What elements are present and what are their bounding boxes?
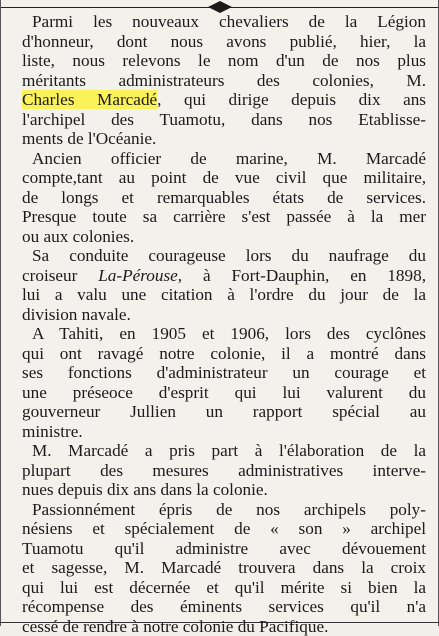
text-line: une préseoce d'esprit qui lui valurent du xyxy=(22,383,426,403)
text-run: , à Fort-Dauphin, en 1898, xyxy=(178,266,426,285)
text-line: gouverneur Jullien un rapport spécial au xyxy=(22,402,426,422)
highlighted-name: Charles Marcadé xyxy=(22,90,157,109)
text-line: récompense des éminents services qu'il n'a xyxy=(22,597,426,617)
text-line: division navale. xyxy=(22,305,426,325)
text-line: cessé de rendre à notre colonie du Pacifique. xyxy=(22,617,426,636)
text-line xyxy=(22,90,426,110)
text-line: de longs et remarquables états de services. xyxy=(22,188,426,208)
text-line: d'honneur, dont nous avons publié, hier, la xyxy=(22,32,426,52)
text-line: M. Marcadé a pris part à l'élaboration de la xyxy=(22,441,426,461)
text-line: A Tahiti, en 1905 et 1906, lors des cyclônes xyxy=(22,324,426,344)
article-paragraph xyxy=(22,500,426,636)
text-line: ou aux colonies. xyxy=(22,227,426,247)
text-line: compte,tant au point de vue civil que militaire, xyxy=(22,168,426,188)
ship-name: La-Pérouse xyxy=(98,266,178,285)
text-line: nésiens et spécialement de « son » archipel xyxy=(22,519,426,539)
text-line: ses fonctions d'administrateur un courage et xyxy=(22,363,426,383)
text-line: Parmi les nouveaux chevaliers de la Légion xyxy=(22,12,426,32)
left-border xyxy=(0,0,1,626)
text-line: plupart des mesures administratives interve- xyxy=(22,461,426,481)
text-run: , qui dirige depuis dix ans xyxy=(157,90,426,109)
article-paragraph xyxy=(22,324,426,441)
text-run: croiseur xyxy=(22,266,98,285)
text-line: qui ont ravagé notre colonie, il a montré dans xyxy=(22,344,426,364)
text-line: ministre. xyxy=(22,422,426,442)
article-paragraph xyxy=(22,12,426,149)
text-line: Ancien officier de marine, M. Marcadé xyxy=(22,149,426,169)
text-line: méritants administrateurs des colonies, M. xyxy=(22,71,426,91)
article-paragraph xyxy=(22,441,426,500)
text-line: l'archipel des Tuamotu, dans nos Etablisse- xyxy=(22,110,426,130)
text-line: nues depuis dix ans dans la colonie. xyxy=(22,480,426,500)
article-paragraph xyxy=(22,149,426,247)
text-line: Tuamotu qu'il administre avec dévouement xyxy=(22,539,426,559)
text-line: lui a valu une citation à l'ordre du jour de la xyxy=(22,285,426,305)
text-line: qui lui est décernée et qu'il mérite si bien la xyxy=(22,578,426,598)
article-paragraph xyxy=(22,246,426,324)
article-body xyxy=(22,12,426,636)
text-line: et sagesse, M. Marcadé trouvera dans la croix xyxy=(22,558,426,578)
text-line: Sa conduite courageuse lors du naufrage du xyxy=(22,246,426,266)
text-line xyxy=(22,266,426,286)
text-line: Presque toute sa carrière s'est passée à la mer xyxy=(22,207,426,227)
text-line: ments de l'Océanie. xyxy=(22,129,426,149)
text-line: Passionnément épris de nos archipels poly- xyxy=(22,500,426,520)
text-line: liste, nous relevons le nom d'un de nos plus xyxy=(22,51,426,71)
